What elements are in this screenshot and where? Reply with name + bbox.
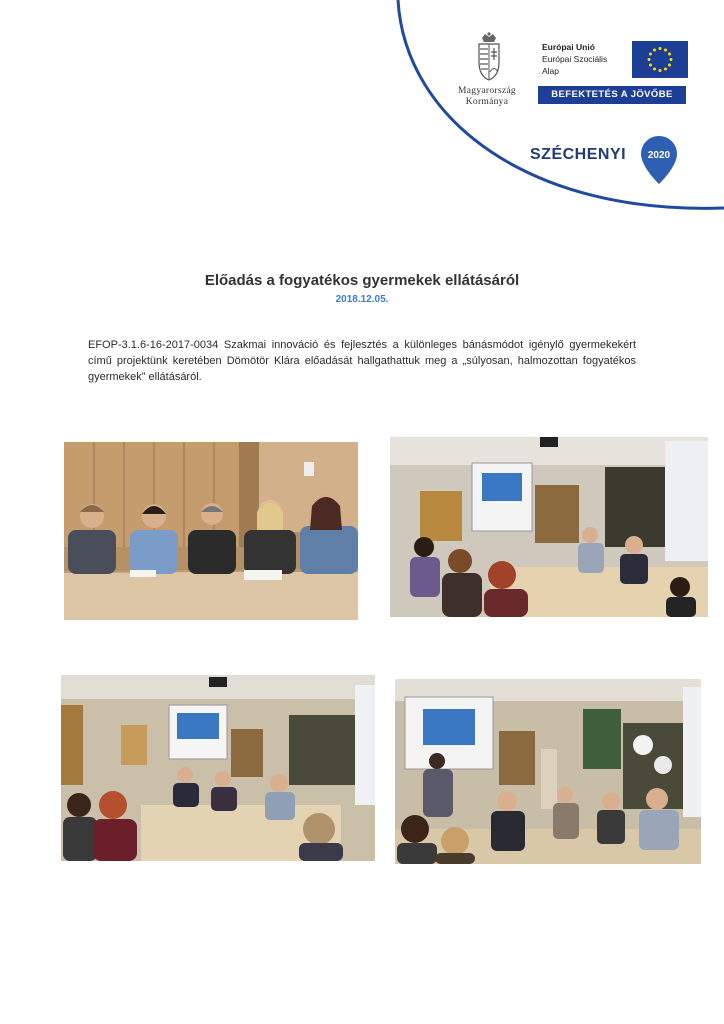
eu-line3: Alap	[542, 66, 560, 76]
eu-star	[668, 53, 671, 56]
eu-line2: Európai Szociális	[542, 54, 608, 64]
header-arc	[0, 0, 724, 240]
eu-star	[648, 58, 651, 61]
eu-star	[659, 47, 662, 50]
photo-women-at-table	[64, 442, 358, 620]
page-title: Előadás a fogyatékos gyermekek ellátásáról	[204, 272, 520, 289]
eu-star	[668, 64, 671, 67]
government-name-line2: Kormánya	[465, 97, 509, 107]
eu-star	[649, 53, 652, 56]
eu-star	[649, 64, 652, 67]
map-pin-icon	[639, 134, 679, 186]
article-body: EFOP-3.1.6-16-2017-0034 Szakmai innováció és fejlesztés a különleges bánásmódot igénylő gyermekekért című projektünk keretében Dömötör Klára előadását hallgathattuk meg a „súlyosan, halmozottan fogyatékos gyermekek” ellátásáról.	[88, 339, 636, 383]
government-name	[444, 86, 530, 108]
article-date: 2018.12.05.	[335, 294, 389, 305]
eu-star	[664, 48, 667, 51]
eu-flag-icon	[632, 41, 688, 78]
photo-lecture-room-3	[395, 679, 701, 864]
government-name-line1: Magyarország	[458, 86, 516, 96]
eu-fund-label	[542, 41, 607, 77]
photo-lecture-room-2	[61, 675, 375, 861]
photo-lecture-room-1	[390, 437, 708, 617]
eu-star	[664, 68, 667, 71]
eu-line1: Európai Unió	[542, 42, 595, 52]
hungarian-coat-of-arms-icon	[477, 32, 501, 82]
eu-star	[653, 68, 656, 71]
eu-star	[659, 69, 662, 72]
szechenyi-wordmark: SZÉCHENYI	[530, 146, 627, 163]
eu-star	[670, 58, 673, 61]
szechenyi-year: 2020	[647, 150, 671, 161]
eu-star	[653, 48, 656, 51]
invest-banner: BEFEKTETÉS A JÖVŐBE	[538, 86, 686, 104]
